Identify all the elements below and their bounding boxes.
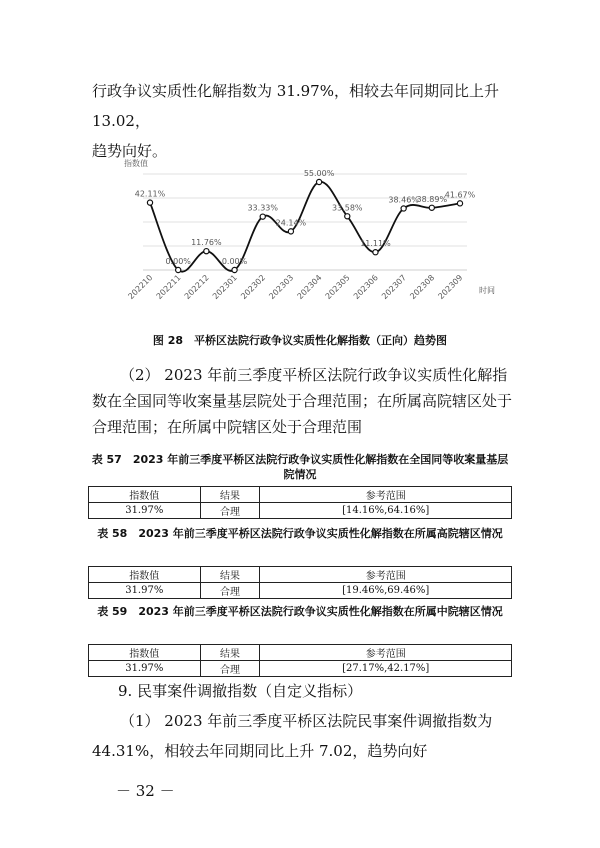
table-header-row bbox=[89, 645, 512, 661]
table-row bbox=[89, 583, 512, 599]
x-tick-label: 202305 bbox=[323, 273, 352, 302]
table-cell: 31.97% bbox=[89, 661, 201, 677]
paragraph-3: （1） 2023 年前三季度平桥区法院民事案件调撤指数为 44.31%，相较去年同期同比上升 7.02，趋势向好 bbox=[92, 712, 493, 760]
data-label: 33.58% bbox=[332, 203, 363, 213]
table-cell: [19.46%,69.46%] bbox=[260, 583, 512, 599]
table-header-cell: 结果 bbox=[200, 567, 260, 583]
table-cell: 31.97% bbox=[89, 503, 201, 519]
x-tick-label: 202304 bbox=[295, 273, 324, 302]
x-axis-label: 时间 bbox=[479, 286, 495, 295]
table-header-cell: 参考范围 bbox=[260, 567, 512, 583]
table-header-cell: 结果 bbox=[200, 645, 260, 661]
data-point bbox=[176, 267, 181, 272]
table-row bbox=[89, 503, 512, 519]
figure-caption: 图 28 平桥区法院行政争议实质性化解指数（正向）趋势图 bbox=[152, 334, 448, 347]
data-point bbox=[429, 205, 434, 210]
table-57-caption: 表 57 2023 年前三季度平桥区法院行政争议实质性化解指数在全国同等收案量基层院情况 bbox=[91, 453, 509, 481]
data-label: 55.00% bbox=[303, 169, 335, 178]
x-tick-label: 202211 bbox=[154, 273, 183, 302]
table-cell: 合理 bbox=[200, 503, 260, 519]
x-tick-label: 202303 bbox=[267, 273, 296, 302]
data-point bbox=[401, 206, 406, 211]
data-label: 38.46% bbox=[388, 195, 419, 205]
data-label: 38.89% bbox=[416, 194, 448, 204]
data-point bbox=[147, 200, 152, 205]
table-cell: 合理 bbox=[200, 661, 260, 677]
chart-data-labels bbox=[135, 169, 476, 266]
table-59-caption: 表 59 2023 年前三季度平桥区法院行政争议实质性化解指数在所属中院辖区情况 bbox=[97, 605, 503, 618]
x-tick-label: 202301 bbox=[210, 273, 239, 302]
data-label: 33.33% bbox=[247, 203, 278, 213]
table-row bbox=[89, 661, 512, 677]
data-point bbox=[204, 249, 209, 254]
x-tick-label: 202308 bbox=[408, 273, 437, 302]
data-point bbox=[288, 229, 293, 234]
x-tick-label: 202212 bbox=[182, 273, 211, 302]
data-point bbox=[457, 201, 462, 206]
table-cell: 合理 bbox=[200, 583, 260, 599]
paragraph-1-line-2: 趋势向好。 bbox=[92, 142, 168, 160]
table-header-cell: 参考范围 bbox=[260, 487, 512, 503]
trend-chart-svg bbox=[115, 150, 495, 320]
data-point bbox=[345, 214, 350, 219]
table-header-row bbox=[89, 567, 512, 583]
data-point bbox=[373, 250, 378, 255]
table-header-cell: 参考范围 bbox=[260, 645, 512, 661]
table-58 bbox=[88, 566, 512, 599]
table-58-caption: 表 58 2023 年前三季度平桥区法院行政争议实质性化解指数在所属高院辖区情况 bbox=[97, 527, 503, 540]
data-label: 11.76% bbox=[191, 238, 222, 248]
table-header-cell: 指数值 bbox=[89, 487, 201, 503]
x-tick-label: 202210 bbox=[126, 273, 155, 302]
data-label: 24.14% bbox=[275, 218, 307, 228]
table-header-cell: 指数值 bbox=[89, 567, 201, 583]
data-label: 11.11% bbox=[360, 239, 391, 249]
table-cell: [14.16%,64.16%] bbox=[260, 503, 512, 519]
x-tick-label: 202306 bbox=[351, 273, 380, 302]
data-label: 0.00% bbox=[165, 257, 191, 266]
table-cell: 31.97% bbox=[89, 583, 201, 599]
table-header-row bbox=[89, 487, 512, 503]
table-cell: [27.17%,42.17%] bbox=[260, 661, 512, 677]
paragraph-1-line-1: 行政争议实质性化解指数为 31.97%，相较去年同期同比上升 13.02， bbox=[92, 82, 499, 130]
trend-chart bbox=[115, 150, 495, 320]
x-tick-label: 202309 bbox=[436, 273, 465, 302]
data-point bbox=[316, 179, 321, 184]
table-header-cell: 指数值 bbox=[89, 645, 201, 661]
data-point bbox=[260, 214, 265, 219]
x-tick-label: 202302 bbox=[239, 273, 268, 302]
data-label: 41.67% bbox=[444, 190, 476, 200]
paragraph-2: （2） 2023 年前三季度平桥区法院行政争议实质性化解指数在全国同等收案量基层院处于合理范围；在所属高院辖区处于合理范围；在所属中院辖区处于合理范围 bbox=[92, 366, 513, 436]
data-label: 0.00% bbox=[221, 257, 248, 266]
data-point bbox=[232, 267, 237, 272]
chart-x-ticks bbox=[126, 273, 464, 301]
table-57 bbox=[88, 486, 512, 519]
table-59 bbox=[88, 644, 512, 677]
section-heading-9: 9. 民事案件调撤指数（自定义指标） bbox=[118, 682, 363, 700]
y-axis-label: 指数值 bbox=[124, 159, 148, 168]
data-label: 42.11% bbox=[134, 189, 166, 199]
page-number: － 32 － bbox=[116, 782, 175, 800]
table-header-cell: 结果 bbox=[200, 487, 260, 503]
x-tick-label: 202307 bbox=[380, 273, 409, 302]
